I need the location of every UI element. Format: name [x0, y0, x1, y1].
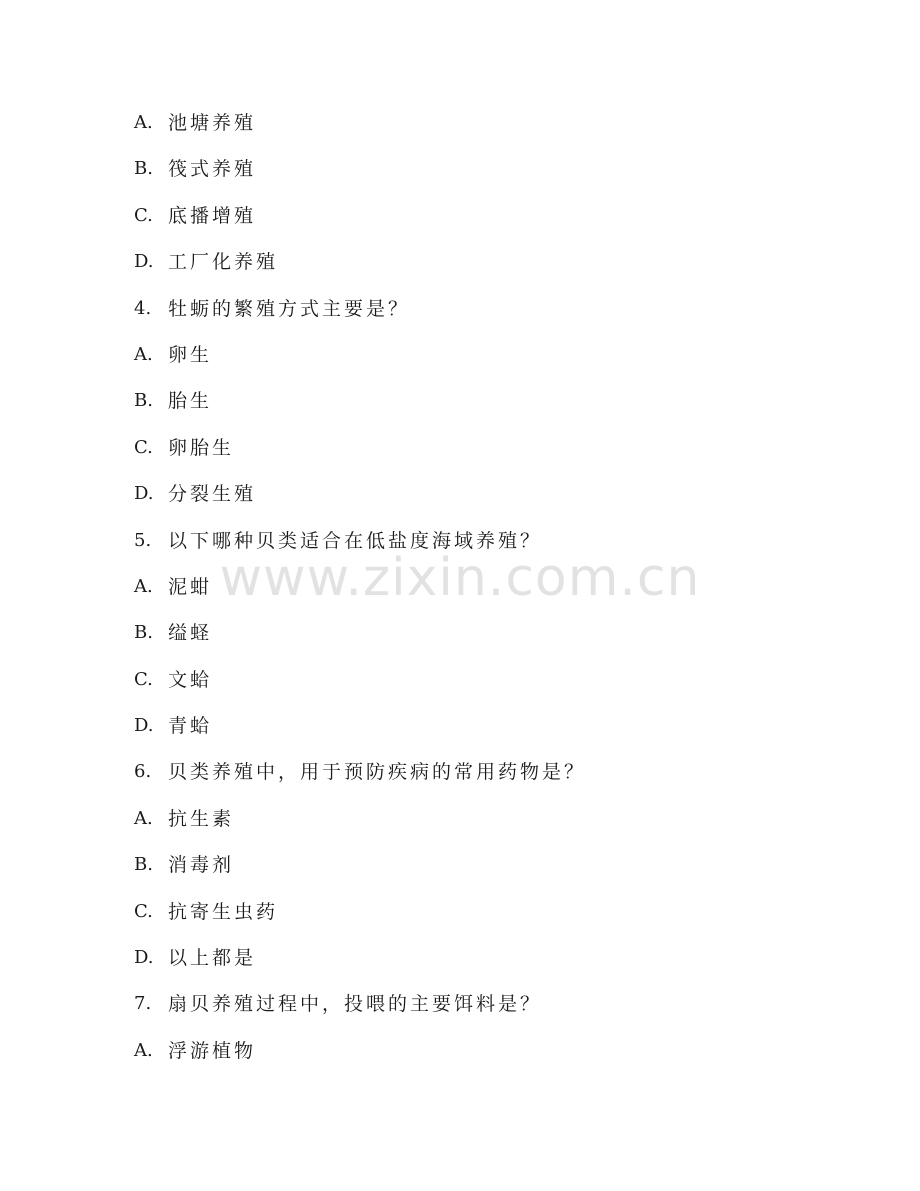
question-list: [134, 100, 854, 1074]
option-marker: B.: [134, 390, 153, 412]
option-marker: C.: [134, 900, 153, 922]
option-text: 胎生: [168, 390, 213, 413]
option-marker: A.: [134, 807, 153, 829]
option-marker: A.: [134, 1039, 153, 1061]
option-text: 缢蛏: [168, 622, 213, 645]
option-marker: A.: [134, 112, 153, 133]
option-text: 泥蚶: [168, 575, 213, 598]
option-text: 分裂生殖: [168, 483, 257, 506]
question-text: 扇贝养殖过程中，投喂的主要饵料是？: [168, 993, 543, 1016]
option-line: [134, 657, 854, 703]
option-marker: D.: [134, 251, 154, 273]
option-text: 青蛤: [168, 715, 213, 738]
option-marker: A.: [134, 575, 153, 597]
option-text: 池塘养殖: [168, 112, 257, 134]
question-text: 贝类养殖中，用于预防疾病的常用药物是？: [168, 761, 587, 784]
option-line: [134, 842, 854, 888]
question-line: [134, 749, 854, 795]
option-line: [134, 703, 854, 749]
option-line: [134, 425, 854, 471]
option-text: 工厂化养殖: [168, 251, 279, 274]
option-text: 以上都是: [168, 947, 257, 970]
option-line: [134, 1028, 854, 1074]
option-line: [134, 610, 854, 656]
option-line: [134, 146, 854, 192]
option-marker: B.: [134, 622, 153, 644]
option-text: 抗寄生虫药: [168, 900, 279, 923]
question-text: 牡蛎的繁殖方式主要是？: [168, 297, 411, 320]
option-line: [134, 100, 854, 146]
option-line: [134, 378, 854, 424]
option-marker: D.: [134, 947, 154, 969]
question-number: 5.: [134, 529, 152, 551]
option-line: [134, 239, 854, 285]
question-line: [134, 518, 854, 564]
option-line: [134, 471, 854, 517]
option-line: [134, 332, 854, 378]
question-number: 6.: [134, 761, 152, 783]
question-line: [134, 981, 854, 1027]
option-marker: C.: [134, 204, 153, 226]
option-marker: D.: [134, 715, 154, 737]
option-marker: D.: [134, 483, 154, 505]
option-text: 文蛤: [168, 668, 213, 691]
option-marker: C.: [134, 668, 153, 690]
question-text: 以下哪种贝类适合在低盐度海域养殖？: [168, 529, 543, 552]
option-text: 抗生素: [168, 807, 235, 830]
option-marker: C.: [134, 436, 153, 458]
watermark: www.zixin.com.cn: [219, 548, 701, 608]
option-text: 筏式养殖: [168, 158, 257, 181]
option-line: [134, 935, 854, 981]
option-line: [134, 564, 854, 610]
option-text: 浮游植物: [168, 1039, 257, 1062]
option-text: 卵胎生: [168, 436, 235, 459]
option-marker: B.: [134, 854, 153, 876]
option-line: [134, 889, 854, 935]
option-text: 消毒剂: [168, 854, 235, 877]
question-line: [134, 286, 854, 332]
option-text: 卵生: [168, 343, 213, 366]
question-number: 4.: [134, 297, 152, 319]
question-number: 7.: [134, 993, 152, 1015]
option-text: 底播增殖: [168, 204, 257, 227]
option-marker: B.: [134, 158, 153, 180]
option-line: [134, 796, 854, 842]
option-marker: A.: [134, 343, 153, 365]
option-line: [134, 193, 854, 239]
